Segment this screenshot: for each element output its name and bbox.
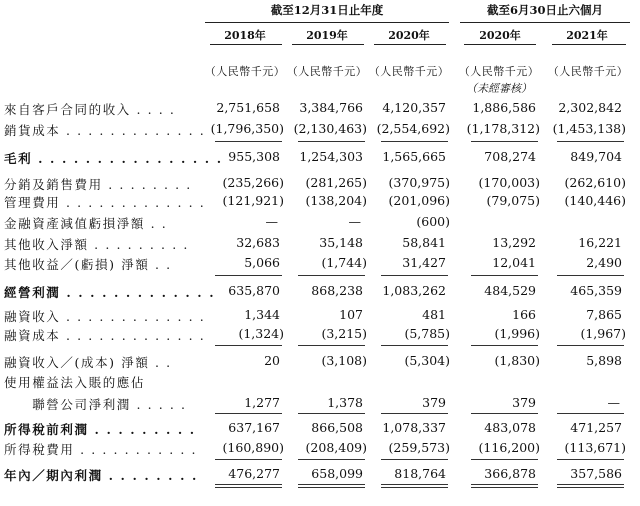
year-rule [552, 44, 626, 45]
table-cell: 465,359 [570, 283, 622, 298]
table-cell: 35,148 [319, 235, 363, 250]
group-rule-year-end [205, 22, 449, 23]
table-cell: 2,490 [586, 255, 622, 270]
row-label-profit-for-year: 年內／期內利潤 . . . . . . . . [4, 468, 198, 483]
row-label-impairment-losses: 金融資產減值虧損淨額 . . [4, 216, 168, 231]
table-cell: 635,870 [228, 283, 280, 298]
table-cell: (2,130,463) [293, 121, 367, 136]
table-cell: 16,221 [578, 235, 622, 250]
table-cell: 1,277 [244, 395, 280, 410]
table-cell: 471,257 [570, 420, 622, 435]
table-cell: 357,586 [570, 466, 622, 481]
table-cell: (600) [416, 214, 450, 229]
total-rule [557, 487, 624, 488]
table-cell: 1,378 [327, 395, 363, 410]
year-rule [464, 44, 536, 45]
total-rule [215, 484, 282, 485]
table-cell: (1,178,312) [466, 121, 540, 136]
total-rule [471, 484, 538, 485]
table-cell: 2,751,658 [216, 100, 280, 115]
year-header: 2019年 [306, 29, 348, 42]
table-cell: 166 [512, 307, 536, 322]
table-cell: 20 [264, 353, 280, 368]
subtotal-rule [557, 141, 624, 142]
subtotal-rule [298, 141, 365, 142]
table-cell: 5,898 [586, 353, 622, 368]
table-cell: (160,890) [222, 440, 284, 455]
table-cell: — [265, 214, 278, 229]
table-cell: (259,573) [388, 440, 450, 455]
table-cell: (3,108) [321, 353, 367, 368]
table-cell: 58,841 [402, 235, 446, 250]
year-header: 2018年 [224, 29, 266, 42]
row-label-profit-before-tax: 所得稅前利潤 . . . . . . . . . [4, 422, 196, 437]
unit-label: （人民幣千元） [368, 65, 450, 78]
subtotal-rule [471, 459, 538, 460]
row-label-other-income: 其他收入淨額 . . . . . . . . . [4, 237, 189, 252]
table-cell: 31,427 [402, 255, 446, 270]
subtotal-rule [298, 275, 365, 276]
subtotal-rule [471, 413, 538, 414]
table-cell: 13,292 [492, 235, 536, 250]
table-cell: (262,610) [564, 175, 626, 190]
total-rule [557, 484, 624, 485]
table-cell: (208,409) [305, 440, 367, 455]
table-cell: 12,041 [492, 255, 536, 270]
subtotal-rule [471, 141, 538, 142]
table-cell: (116,200) [478, 440, 540, 455]
unit-label: （人民幣千元） [458, 65, 540, 78]
subtotal-rule [381, 413, 448, 414]
total-rule [298, 487, 365, 488]
subtotal-rule [215, 459, 282, 460]
table-cell: (5,785) [404, 326, 450, 341]
table-cell: (138,204) [305, 193, 367, 208]
table-cell: 1,083,262 [382, 283, 446, 298]
table-cell: (170,003) [478, 175, 540, 190]
table-cell: 379 [422, 395, 446, 410]
table-cell: 379 [512, 395, 536, 410]
table-cell: 5,066 [244, 255, 280, 270]
table-cell: 868,238 [311, 283, 363, 298]
row-label-income-tax: 所得稅費用 . . . . . . . . . . . [4, 442, 198, 457]
subtotal-rule [298, 345, 365, 346]
table-cell: (121,921) [222, 193, 284, 208]
total-rule [215, 487, 282, 488]
year-rule [210, 44, 282, 45]
row-label-operating-profit: 經營利潤 . . . . . . . . . . . . . [4, 285, 216, 300]
row-label-revenue: 來自客戶合同的收入 . . . . [4, 102, 176, 117]
row-label-gross-profit: 毛利 . . . . . . . . . . . . . . . . [4, 151, 223, 166]
table-cell: (2,554,692) [376, 121, 450, 136]
group-rule-six-months [460, 22, 630, 23]
row-label-distribution-expenses: 分銷及銷售費用 . . . . . . . . [4, 177, 192, 192]
table-cell: 32,683 [236, 235, 280, 250]
table-cell: (5,304) [404, 353, 450, 368]
row-label-finance-income: 融資收入 . . . . . . . . . . . . . [4, 309, 206, 324]
year-header: 2020年 [479, 29, 521, 42]
subtotal-rule [557, 345, 624, 346]
table-cell: 3,384,766 [299, 100, 363, 115]
table-cell: 1,254,303 [299, 149, 363, 164]
subtotal-rule [557, 413, 624, 414]
year-header: 2020年 [388, 29, 430, 42]
year-header: 2021年 [566, 29, 608, 42]
subtotal-rule [381, 459, 448, 460]
subtotal-rule [298, 413, 365, 414]
table-cell: 107 [339, 307, 363, 322]
subtotal-rule [215, 275, 282, 276]
unit-label: （人民幣千元） [547, 65, 629, 78]
total-rule [381, 487, 448, 488]
table-cell: 1,886,586 [472, 100, 536, 115]
table-cell: — [348, 214, 361, 229]
total-rule [298, 484, 365, 485]
subtotal-rule [215, 345, 282, 346]
row-label-admin-expenses: 管理費用 . . . . . . . . . . . . . [4, 195, 206, 210]
row-label-finance-costs: 融資成本 . . . . . . . . . . . . . [4, 328, 206, 343]
subtotal-rule [557, 275, 624, 276]
subtotal-rule [298, 459, 365, 460]
table-cell: 1,078,337 [382, 420, 446, 435]
subtotal-rule [471, 345, 538, 346]
year-rule [374, 44, 446, 45]
table-cell: (281,265) [305, 175, 367, 190]
table-cell: 658,099 [311, 466, 363, 481]
table-cell: 366,878 [484, 466, 536, 481]
table-cell: 849,704 [570, 149, 622, 164]
unit-label: （人民幣千元） [204, 65, 286, 78]
table-cell: — [607, 395, 620, 410]
row-label-associates-profit: 聯營公司淨利潤 . . . . . [4, 397, 187, 412]
row-label-net-finance: 融資收入／(成本) 淨額 . . [4, 355, 172, 370]
table-cell: 484,529 [484, 283, 536, 298]
table-cell: (113,671) [564, 440, 626, 455]
table-cell: 481 [422, 307, 446, 322]
unit-label: （人民幣千元） [286, 65, 368, 78]
table-cell: 7,865 [586, 307, 622, 322]
subtotal-rule [381, 345, 448, 346]
table-cell: (235,266) [222, 175, 284, 190]
table-cell: 483,078 [484, 420, 536, 435]
table-cell: 955,308 [228, 149, 280, 164]
subtotal-rule [381, 275, 448, 276]
table-cell: (1,996) [494, 326, 540, 341]
table-cell: (1,830) [494, 353, 540, 368]
total-rule [471, 487, 538, 488]
group-header-six-months: 截至6月30日止六個月 [486, 3, 603, 17]
table-cell: 2,302,842 [558, 100, 622, 115]
table-cell: 1,344 [244, 307, 280, 322]
table-cell: 708,274 [484, 149, 536, 164]
table-cell: 1,565,665 [382, 149, 446, 164]
subtotal-rule [215, 141, 282, 142]
total-rule [381, 484, 448, 485]
table-cell: 637,167 [228, 420, 280, 435]
group-header-year-end: 截至12月31日止年度 [270, 3, 384, 17]
subtotal-rule [471, 275, 538, 276]
table-cell: (201,096) [388, 193, 450, 208]
row-label-cost-of-sales: 銷貨成本 . . . . . . . . . . . . . [4, 123, 206, 138]
year-rule [292, 44, 364, 45]
table-cell: (1,967) [580, 326, 626, 341]
subtotal-rule [557, 459, 624, 460]
table-cell: 818,764 [394, 466, 446, 481]
table-cell: 4,120,357 [382, 100, 446, 115]
row-label-equity-method: 使用權益法入賬的應佔 [4, 375, 146, 390]
table-cell: (1,453,138) [552, 121, 626, 136]
table-cell: (79,075) [486, 193, 540, 208]
table-cell: (140,446) [564, 193, 626, 208]
subtotal-rule [215, 413, 282, 414]
unaudited-note: （未經審核） [466, 82, 532, 95]
table-cell: (1,324) [238, 326, 284, 341]
table-cell: (3,215) [321, 326, 367, 341]
row-label-other-gains: 其他收益／(虧損) 淨額 . . [4, 257, 172, 272]
subtotal-rule [381, 141, 448, 142]
table-cell: (1,796,350) [210, 121, 284, 136]
table-cell: (1,744) [321, 255, 367, 270]
table-cell: 476,277 [228, 466, 280, 481]
table-cell: 866,508 [311, 420, 363, 435]
table-cell: (370,975) [388, 175, 450, 190]
